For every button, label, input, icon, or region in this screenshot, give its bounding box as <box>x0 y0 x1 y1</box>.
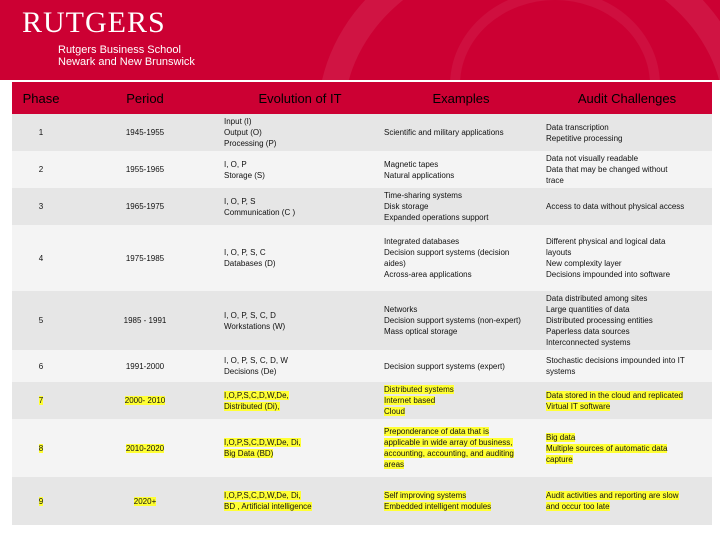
period-cell-text: 2020+ <box>133 496 157 506</box>
phase-cell <box>12 350 70 382</box>
examples-cell <box>380 114 542 151</box>
phase-cell <box>12 382 70 419</box>
audit-cell-text: Data that may be changed without <box>546 165 668 174</box>
audit-cell-text: Data stored in the cloud and replicated <box>546 390 683 400</box>
examples-cell-line-wrap <box>384 201 538 212</box>
phase-cell-text: 5 <box>38 316 44 325</box>
examples-cell-line-wrap <box>384 269 538 280</box>
audit-cell-line-wrap <box>546 432 708 443</box>
audit-cell <box>542 350 712 382</box>
phase-cell-text: 3 <box>38 202 44 211</box>
evolution-cell-text: I, O, P, S, C <box>224 248 266 257</box>
audit-cell-line-wrap <box>546 501 708 512</box>
examples-cell-line-wrap <box>384 406 538 417</box>
period-cell <box>70 188 220 225</box>
examples-cell-text: Scientific and military applications <box>384 128 504 137</box>
evolution-cell-line-wrap <box>224 116 376 127</box>
examples-cell-line-wrap <box>384 190 538 201</box>
audit-cell-line-wrap <box>546 443 708 454</box>
examples-cell <box>380 188 542 225</box>
audit-cell <box>542 188 712 225</box>
audit-cell-line-wrap <box>546 490 708 501</box>
audit-cell-text: Data not visually readable <box>546 154 639 163</box>
evolution-cell-line-wrap <box>224 355 376 366</box>
phase-cell-text: 6 <box>38 361 44 371</box>
audit-cell-line-wrap <box>546 133 708 144</box>
audit-cell <box>542 114 712 151</box>
evolution-cell <box>220 225 380 291</box>
examples-cell-line-wrap <box>384 448 538 459</box>
audit-cell-text: Big data <box>546 432 576 442</box>
evolution-cell-line-wrap <box>224 501 376 512</box>
examples-cell-text: applicable in wide array of business, <box>384 438 513 447</box>
audit-cell-line-wrap <box>546 355 708 366</box>
audit-cell-line-wrap <box>546 454 708 465</box>
evolution-cell <box>220 477 380 525</box>
evolution-cell-text: I,O,P,S,C,D,W,De, Di, <box>224 491 301 500</box>
period-cell <box>70 350 220 382</box>
period-cell <box>70 225 220 291</box>
audit-cell-line-wrap <box>546 293 708 304</box>
period-cell-text: 1945-1955 <box>125 128 165 137</box>
audit-cell-text: capture <box>546 454 573 464</box>
table-row <box>12 151 712 188</box>
examples-cell-text: Decision support systems (non-expert) <box>384 316 521 325</box>
examples-cell <box>380 151 542 188</box>
examples-cell <box>380 382 542 419</box>
audit-cell-line-wrap <box>546 201 708 212</box>
audit-cell-text: Data transcription <box>546 122 609 132</box>
examples-cell-line-wrap <box>384 170 538 181</box>
audit-cell-text: and occur too late <box>546 502 610 511</box>
audit-cell-line-wrap <box>546 366 708 377</box>
examples-cell-line-wrap <box>384 236 538 247</box>
evolution-cell-text: I, O, P, S <box>224 196 256 206</box>
audit-cell-text: Data distributed among sites <box>546 294 648 303</box>
audit-cell-line-wrap <box>546 304 708 315</box>
phase-cell <box>12 477 70 525</box>
examples-cell-text: Preponderance of data that is <box>384 427 489 436</box>
examples-cell-text: Decision support systems (expert) <box>384 361 505 371</box>
audit-cell-text: Decisions impounded into software <box>546 270 671 279</box>
table-row <box>12 477 712 525</box>
examples-cell-text: areas <box>384 460 405 469</box>
audit-cell <box>542 419 712 477</box>
phase-cell <box>12 419 70 477</box>
header-banner <box>0 0 720 80</box>
examples-cell-text: Expanded operations support <box>384 213 489 222</box>
evolution-cell-line-wrap <box>224 490 376 501</box>
audit-cell-line-wrap <box>546 337 708 348</box>
evolution-cell-line-wrap <box>224 138 376 149</box>
period-cell <box>70 151 220 188</box>
examples-cell-line-wrap <box>384 459 538 470</box>
header-phase: Phase <box>12 82 70 114</box>
examples-cell-text: aides) <box>384 259 406 268</box>
audit-cell-line-wrap <box>546 269 708 280</box>
audit-cell-text: Stochastic decisions impounded into IT <box>546 356 685 365</box>
audit-cell-text: New complexity layer <box>546 259 622 268</box>
audit-cell-text: Large quantities of data <box>546 305 630 314</box>
phase-cell <box>12 188 70 225</box>
examples-cell <box>380 291 542 350</box>
examples-cell-text: Disk storage <box>384 202 429 211</box>
evolution-cell-line-wrap <box>224 448 376 459</box>
evolution-cell-line-wrap <box>224 170 376 181</box>
evolution-cell-text: Databases (D) <box>224 259 276 268</box>
phase-cell-text: 4 <box>38 253 44 263</box>
examples-cell-line-wrap <box>384 247 538 258</box>
audit-cell-line-wrap <box>546 175 708 186</box>
evolution-cell-text: Workstations (W) <box>224 321 286 331</box>
evolution-cell-line-wrap <box>224 321 376 332</box>
examples-cell-text: Natural applications <box>384 170 455 180</box>
examples-cell-line-wrap <box>384 159 538 170</box>
evolution-cell-text: BD , Artificial intelligence <box>224 502 312 511</box>
school-name <box>58 44 195 68</box>
audit-cell-text: Audit activities and reporting are slow <box>546 491 679 500</box>
examples-cell-line-wrap <box>384 501 538 512</box>
period-cell <box>70 419 220 477</box>
header-audit: Audit Challenges <box>542 82 712 114</box>
evolution-cell <box>220 291 380 350</box>
period-cell <box>70 382 220 419</box>
evolution-cell-text: I,O,P,S,C,D,W,De, <box>224 390 289 400</box>
examples-cell <box>380 350 542 382</box>
audit-cell-line-wrap <box>546 401 708 412</box>
audit-cell <box>542 291 712 350</box>
evolution-cell-line-wrap <box>224 247 376 258</box>
evolution-cell-text: I, O, P, S, C, D, W <box>224 356 288 365</box>
phase-cell <box>12 291 70 350</box>
phase-cell-text: 8 <box>38 443 44 453</box>
evolution-cell-line-wrap <box>224 159 376 170</box>
phase-cell-text: 9 <box>38 496 44 506</box>
examples-cell <box>380 477 542 525</box>
period-cell-text: 2010-2020 <box>125 443 165 453</box>
evolution-cell-text: Big Data (BD) <box>224 449 274 458</box>
table-row <box>12 225 712 291</box>
school-line-1: Rutgers Business School <box>58 44 181 56</box>
examples-cell-text: Self improving systems <box>384 491 467 500</box>
header-evolution: Evolution of IT <box>220 82 380 114</box>
evolution-cell-line-wrap <box>224 196 376 207</box>
evolution-cell-text: I,O,P,S,C,D,W,De, Di, <box>224 438 301 447</box>
examples-cell-text: Time-sharing systems <box>384 191 462 200</box>
audit-cell-text: Virtual IT software <box>546 401 611 411</box>
examples-cell-text: Decision support systems (decision <box>384 248 510 257</box>
examples-cell-line-wrap <box>384 326 538 337</box>
examples-cell-text: Cloud <box>384 407 405 416</box>
audit-cell <box>542 151 712 188</box>
examples-cell-line-wrap <box>384 361 538 372</box>
examples-cell-line-wrap <box>384 258 538 269</box>
audit-cell-text: Interconnected systems <box>546 338 631 347</box>
audit-cell-text: Different physical and logical data <box>546 237 666 246</box>
audit-cell-line-wrap <box>546 153 708 164</box>
audit-cell-text: Access to data without physical access <box>546 202 685 211</box>
examples-cell-text: Distributed systems <box>384 385 454 394</box>
table-row <box>12 350 712 382</box>
examples-cell-text: Mass optical storage <box>384 327 458 336</box>
examples-cell-text: Embedded intelligent modules <box>384 502 492 511</box>
audit-cell-line-wrap <box>546 236 708 247</box>
evolution-cell-text: Output (O) <box>224 128 262 137</box>
evolution-cell-line-wrap <box>224 437 376 448</box>
audit-cell-text: systems <box>546 367 576 376</box>
period-cell-text: 2000- 2010 <box>124 396 166 405</box>
examples-cell-line-wrap <box>384 315 538 326</box>
examples-cell <box>380 225 542 291</box>
evolution-cell-text: I, O, P <box>224 159 247 169</box>
audit-cell-line-wrap <box>546 258 708 269</box>
examples-cell-text: accounting, accounting, and auditing <box>384 449 514 458</box>
evolution-cell <box>220 188 380 225</box>
audit-cell-text: Multiple sources of automatic data <box>546 443 668 453</box>
period-cell <box>70 477 220 525</box>
audit-cell-text: trace <box>546 176 564 185</box>
evolution-cell-line-wrap <box>224 310 376 321</box>
period-cell-text: 1965-1975 <box>125 202 165 211</box>
phase-cell <box>12 225 70 291</box>
header-period: Period <box>70 82 220 114</box>
audit-cell-line-wrap <box>546 315 708 326</box>
audit-cell-line-wrap <box>546 326 708 337</box>
examples-cell-text: Magnetic tapes <box>384 159 439 169</box>
audit-cell <box>542 225 712 291</box>
examples-cell-text: Across-area applications <box>384 270 472 279</box>
school-line-2: Newark and New Brunswick <box>58 56 195 68</box>
audit-cell-text: Distributed processing entities <box>546 316 653 325</box>
period-cell <box>70 114 220 151</box>
audit-cell-line-wrap <box>546 390 708 401</box>
evolution-cell <box>220 382 380 419</box>
audit-cell <box>542 477 712 525</box>
evolution-cell-text: Distributed (Di), <box>224 401 280 411</box>
table-header-row <box>12 82 712 114</box>
it-evolution-table <box>12 82 712 525</box>
examples-cell-line-wrap <box>384 304 538 315</box>
evolution-cell-line-wrap <box>224 207 376 218</box>
examples-cell-text: Networks <box>384 305 418 314</box>
evolution-cell <box>220 151 380 188</box>
period-cell-text: 1975-1985 <box>125 253 165 263</box>
audit-cell-text: layouts <box>546 248 572 257</box>
table-row <box>12 188 712 225</box>
phase-cell-text: 2 <box>38 165 44 174</box>
phase-cell-text: 1 <box>38 128 44 137</box>
phase-cell <box>12 151 70 188</box>
examples-cell-line-wrap <box>384 212 538 223</box>
evolution-cell-text: Communication (C ) <box>224 207 296 217</box>
evolution-cell-line-wrap <box>224 390 376 401</box>
audit-cell <box>542 382 712 419</box>
table-row <box>12 114 712 151</box>
phase-cell <box>12 114 70 151</box>
evolution-cell-text: Input (I) <box>224 117 252 126</box>
evolution-cell <box>220 114 380 151</box>
evolution-cell-line-wrap <box>224 401 376 412</box>
evolution-cell <box>220 419 380 477</box>
table-row <box>12 291 712 350</box>
examples-cell-line-wrap <box>384 490 538 501</box>
table-row <box>12 419 712 477</box>
evolution-cell-text: Decisions (De) <box>224 367 277 376</box>
evolution-cell-text: Processing (P) <box>224 139 277 148</box>
examples-cell-line-wrap <box>384 426 538 437</box>
examples-cell-line-wrap <box>384 437 538 448</box>
period-cell <box>70 291 220 350</box>
examples-cell-line-wrap <box>384 395 538 406</box>
period-cell-text: 1991-2000 <box>125 361 165 371</box>
audit-cell-line-wrap <box>546 247 708 258</box>
audit-cell-line-wrap <box>546 164 708 175</box>
examples-cell-text: Integrated databases <box>384 237 460 246</box>
evolution-cell-line-wrap <box>224 366 376 377</box>
phase-cell-text: 7 <box>38 396 44 405</box>
header-examples: Examples <box>380 82 542 114</box>
evolution-cell-text: I, O, P, S, C, D <box>224 310 276 320</box>
examples-cell-line-wrap <box>384 127 538 138</box>
evolution-cell-text: Storage (S) <box>224 170 265 180</box>
examples-cell-text: Internet based <box>384 396 436 405</box>
table-row <box>12 382 712 419</box>
evolution-cell-line-wrap <box>224 258 376 269</box>
rutgers-logo: RUTGERS <box>22 6 166 39</box>
examples-cell <box>380 419 542 477</box>
evolution-cell-line-wrap <box>224 127 376 138</box>
period-cell-text: 1955-1965 <box>125 165 165 174</box>
evolution-cell <box>220 350 380 382</box>
period-cell-text: 1985 - 1991 <box>123 316 167 325</box>
examples-cell-line-wrap <box>384 384 538 395</box>
audit-cell-text: Paperless data sources <box>546 327 630 336</box>
audit-cell-line-wrap <box>546 122 708 133</box>
audit-cell-text: Repetitive processing <box>546 133 623 143</box>
